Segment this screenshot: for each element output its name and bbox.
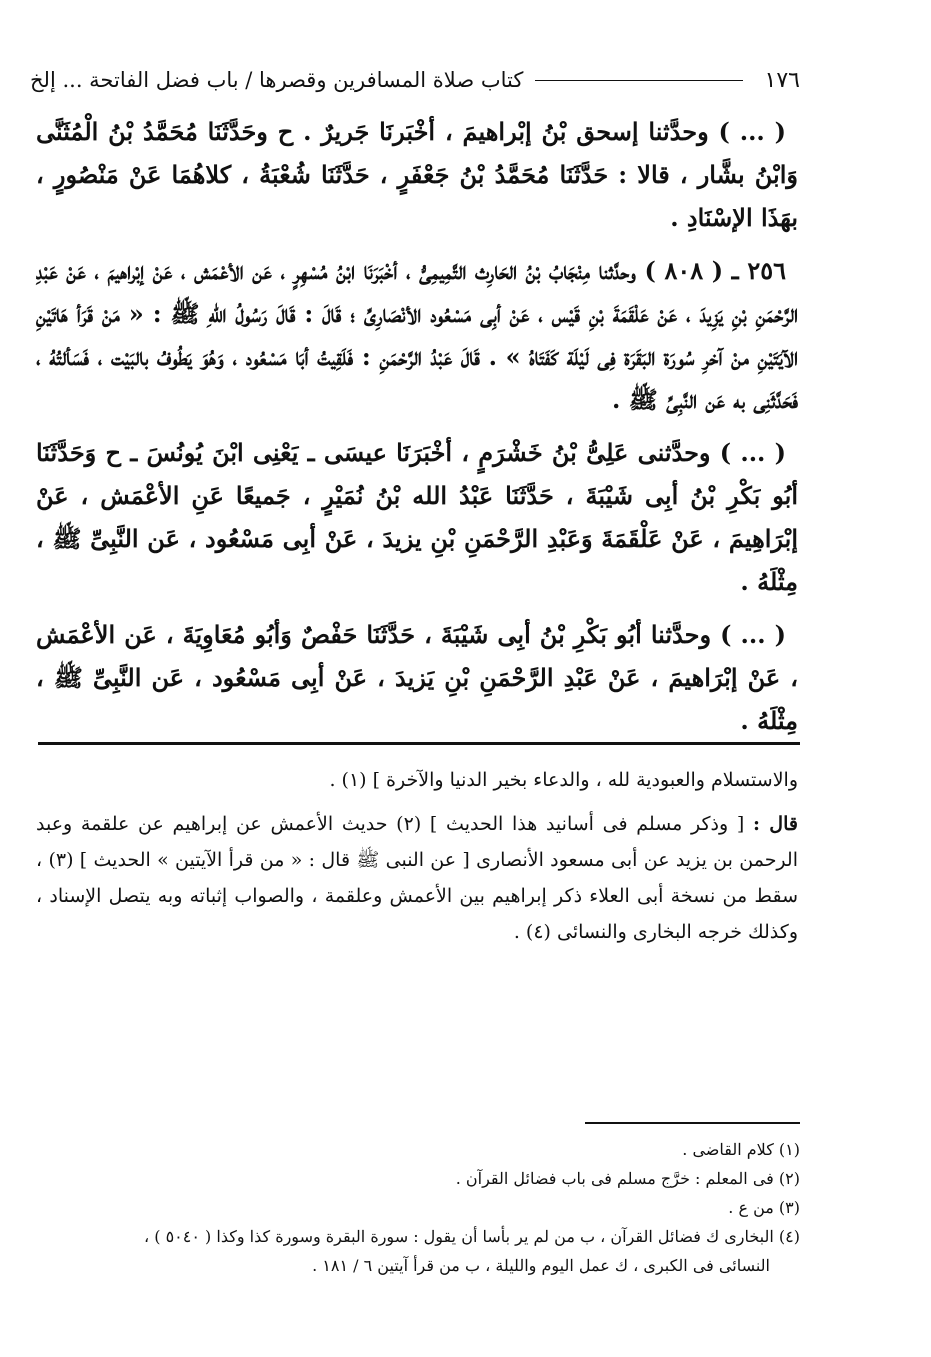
hadith-paragraph: ( ... ) وحدَّثنى عَلِىُّ بْنُ خَشْرَمٍ ، أخْبَرَنَا عيسَى ـ يَعْنِى ابْنَ يُونُسَ ـ ح وَحَدَّثَنَا أبُو بَكْرِ بْنُ أبِى شَيْبَةَ ، حَدَّثَنَا عَبْدُ الله بْنُ نُمَيْرٍ ، جَميعًا عَنِ الأعْمَش ، عَنْ إبْرَاهِيمَ ، عَنْ عَلْقَمَةَ وَعَبْدِ الرَّحْمَنِ بْنِ يزيدَ ، عَنْ أبِى مَسْعُود ، عَن النَّبِىِّ ﷺ ، مِثْلَهُ . (36, 438, 798, 596)
hadith-paragraph: ( ... ) وحدَّثنا أبُو بَكْرِ بْنُ أبِى شَيْبَةَ ، حَدَّثَنَا حَفْصٌ وَأبُو مُعَاوِيَةَ ، عَن الأعْمَش ، عَنْ إبْرَاهيمَ ، عَنْ عَبْدِ الرَّحْمَنِ بْنِ يَزيدَ ، عَنْ أبِى مَسْعُود ، عَن النَّبِىِّ ﷺ ، مِثْلَهُ . (36, 620, 798, 735)
page-header (30, 62, 800, 98)
footnote-continuation: النسائى فى الكبرى ، ك عمل اليوم والليلة ، ب من قرأ آيتين ٦ / ١٨١ . (312, 1256, 770, 1275)
commentary-line: والاستسلام والعبودية لله ، والدعاء بخير الدنيا والآخرة ] (١) . (329, 769, 798, 791)
commentary-paragraph (36, 806, 798, 950)
footnote: (٣) من ع . (728, 1198, 800, 1217)
hadith-paragraph: ( ... ) وحدَّثنا إسحق بْنُ إبْراهيمَ ، أخْبَرنَا جَريرٌ . ح وحَدَّثَنَا مُحَمَّدُ بْنُ الْمُثَنَّى وَابْنُ بشَّار ، قالا : حَدَّثَنَا مُحَمَّدُ بْنُ جَعْفَرٍ ، حَدَّثَنَا شُعْبَةُ ، كلاهُمَا عَنْ مَنْصُورٍ ، بهَذَا الإسْنَادِ . (36, 117, 798, 232)
header-rule (535, 80, 742, 81)
hadith-text (36, 110, 798, 752)
running-title: كتاب صلاة المسافرين وقصرها / باب فضل الفاتحة ... إلخ (30, 68, 524, 92)
footnote: (٤) البخارى ك فضائل القرآن ، ب من لم ير بأسا أن يقول : سورة البقرة وسورة كذا وكذا ( ٥٠٤٠ ) ، (144, 1227, 800, 1246)
page-number: ١٧٦ (764, 67, 800, 93)
commentary-body: [ وذكر مسلم فى أسانيد هذا الحديث ] (٢) حديث الأعمش عن إبراهيم عن علقمة وعبد الرحمن بن يزيد عن أبى مسعود الأنصارى [ عن النبى ﷺ قال : « من قرأ الآيتين » الحديث ] (٣) ، سقط من نسخة أبى العلاء ذكر إبراهيم بين الأعمش وعلقمة ، والصواب إثباته وبه يتصل الإسناد ، وكذلك خرجه البخارى والنسائى (٤) . (36, 813, 798, 943)
commentary-text (36, 762, 798, 958)
commentary-lead: قال : (753, 813, 798, 835)
footnote: (٢) فى المعلم : خرَّج مسلم فى باب فضائل القرآن . (455, 1169, 800, 1188)
footnote-rule (585, 1122, 800, 1124)
hadith-paragraph: ٢٥٦ ـ ( ٨٠٨ ) وحدَّثنا مِنْجَابُ بْنُ الحَارِث التَّمِيمِىُّ ، أخْبَرَنَا ابْنُ مُسْهِرٍ ، عَن الأعْمَش ، عَنْ إبْراهيمَ ، عَنْ عَبْدِ الرَّحْمَنِ بْنِ يَزِيدَ ، عَنْ عَلْقَمَةَ بْنِ قَيْس ، عَنْ أبِى مَسْعُود الأنْصَارِىِّ ؛ قَالَ : قَالَ رَسُولُ اللهِ ﷺ : « مَنْ قَرَأ هَاتَيْنِ الآيَتَيْنِ منْ آخرِ سُورَة البَقَرَة فِى لَيْلَة كَفَتَاهُ » . قَالَ عَبْدُ الرَّحْمَنِ : فَلَقِيتُ أبَا مَسْعُود ، وَهُوَ يَطُوفُ بالبَيْت ، فَسَألتُهُ ، فَحَدَّثَنِى به عَن النَّبِىِّ ﷺ . (36, 256, 798, 414)
section-divider (38, 742, 800, 745)
footnote: (١) كلام القاضى . (682, 1140, 800, 1159)
footnotes (30, 1135, 800, 1280)
